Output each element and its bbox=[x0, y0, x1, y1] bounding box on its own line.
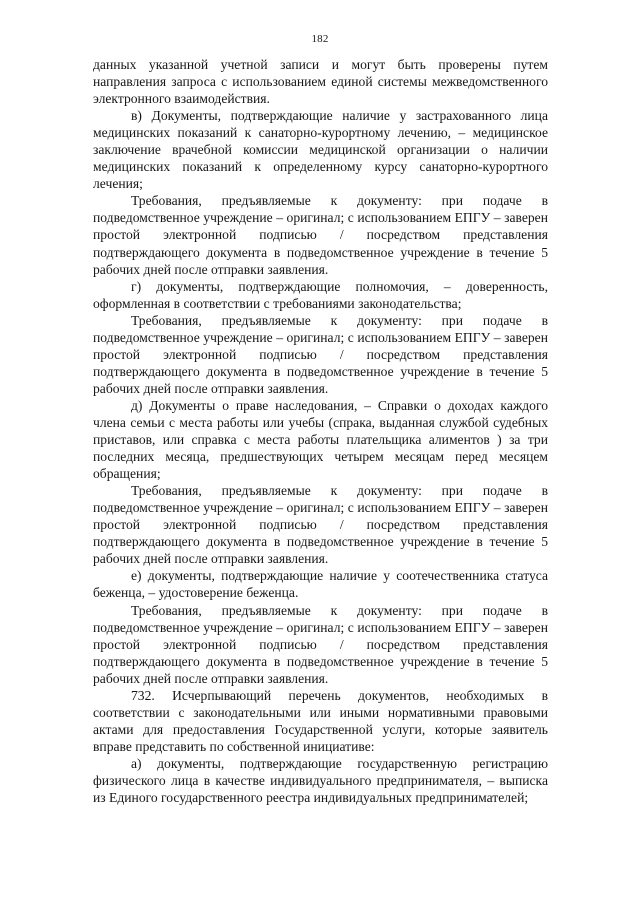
page-number: 182 bbox=[311, 33, 329, 45]
document-body bbox=[93, 56, 548, 806]
paragraph: е) документы, подтверждающие наличие у соотечественника статуса беженца, – удостоверение беженца. bbox=[93, 568, 548, 601]
paragraph: Требования, предъявляемые к документу: при подаче в подведомственное учреждение – оригинал; с использованием ЕПГУ – заверен простой электронной подписью / посредством представления подтверждающего документа в подведомственное учреждение в течение 5 рабочих дней после отправки заявления. bbox=[93, 312, 548, 396]
paragraph: Требования, предъявляемые к документу: при подаче в подведомственное учреждение – оригинал; с использованием ЕПГУ – заверен простой электронной подписью / посредством представления подтверждающего документа в подведомственное учреждение в течение 5 рабочих дней после отправки заявления. bbox=[93, 193, 548, 277]
paragraph: г) документы, подтверждающие полномочия, – доверенность, оформленная в соответствии с требованиями законодательства; bbox=[93, 278, 548, 311]
paragraph: Требования, предъявляемые к документу: при подаче в подведомственное учреждение – оригинал; с использованием ЕПГУ – заверен простой электронной подписью / посредством представления подтверждающего документа в подведомственное учреждение в течение 5 рабочих дней после отправки заявления. bbox=[93, 483, 548, 567]
paragraph: Требования, предъявляемые к документу: при подаче в подведомственное учреждение – оригинал; с использованием ЕПГУ – заверен простой электронной подписью / посредством представления подтверждающего документа в подведомственное учреждение в течение 5 рабочих дней после отправки заявления. bbox=[93, 602, 548, 686]
paragraph: д) Документы о праве наследования, – Справки о доходах каждого члена семьи с места работы или учебы (спрака, выданная службой судебных приставов, или справка с места работы плательщика алиментов ) за три последних месяца, предшествующих четырем месяцам перед месяцем обращения; bbox=[93, 397, 548, 482]
paragraph: 732. Исчерпывающий перечень документов, необходимых в соответствии с законодательными или иными нормативными правовыми актами для предоставления Государственной услуги, которые заявитель вправе представить по собственной инициативе: bbox=[93, 687, 548, 754]
paragraph: а) документы, подтверждающие государственную регистрацию физического лица в качестве индивидуального предпринимателя, – выписка из Единого государственного реестра индивидуальных предпринимателей; bbox=[93, 755, 548, 806]
paragraph: данных указанной учетной записи и могут быть проверены путем направления запроса с использованием единой системы межведомственного электронного взаимодействия. bbox=[93, 57, 548, 107]
paragraph: в) Документы, подтверждающие наличие у застрахованного лица медицинских показаний к санаторно-курортному лечению, – медицинское заключение врачебной комиссии медицинской организации о наличии медицинских показаний к определенному курсу санаторно-курортного лечения; bbox=[93, 108, 548, 192]
